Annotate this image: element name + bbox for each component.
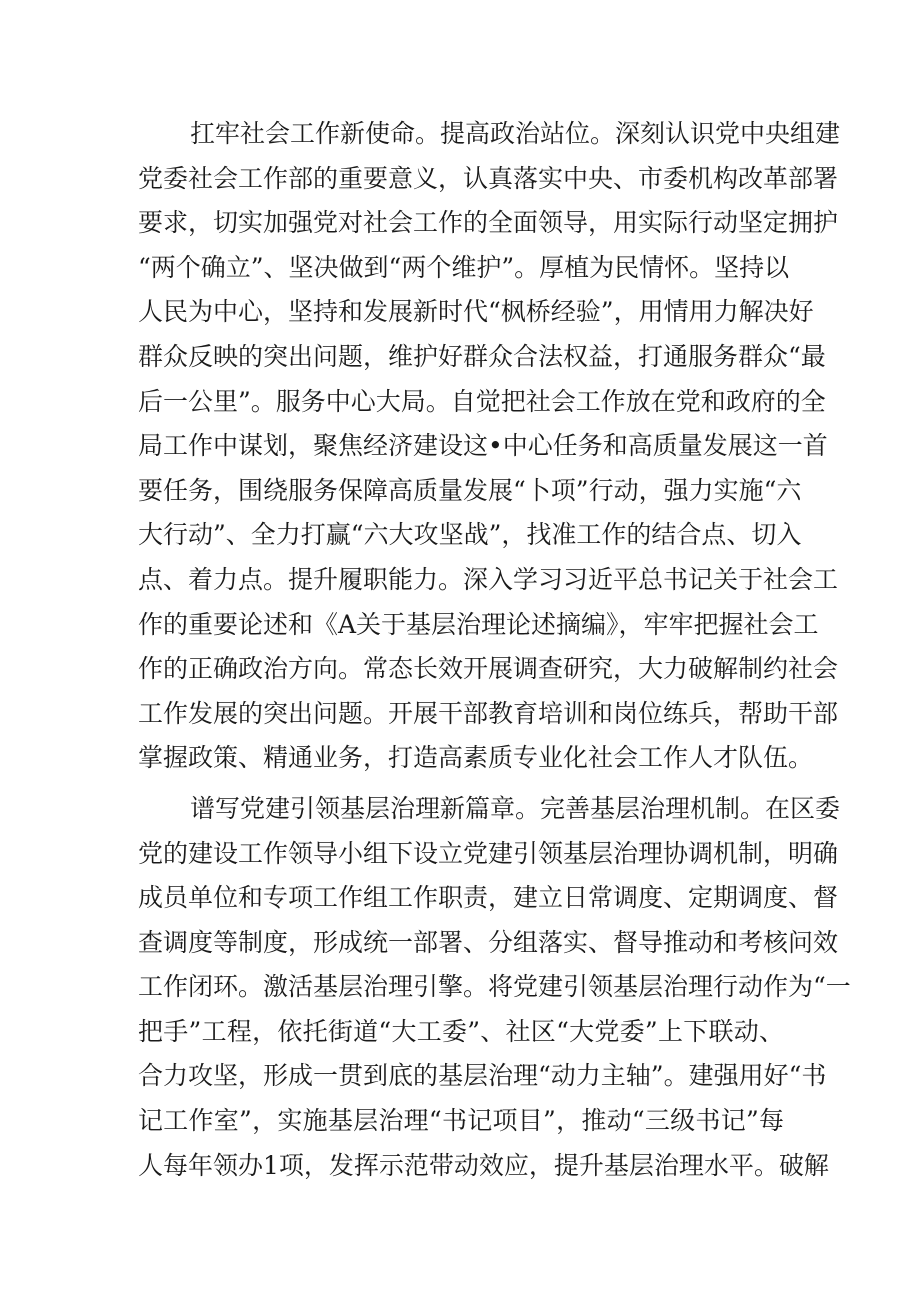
- paragraph-1-line: 后一公里”。服务中心大局。自觉把社会工作放在党和政府的全: [138, 386, 826, 416]
- paragraph-1-line: 作的重要论述和《A关于基层治理论述摘编》，牢牢把握社会工: [138, 609, 819, 639]
- paragraph-2-line: 党的建设工作领导小组下设立党建引领基层治理协调机制，明确: [138, 838, 839, 868]
- paragraph-2-line: 查调度等制度，形成统一部署、分组落实、督导推动和考核问效: [138, 927, 839, 957]
- paragraph-1-line: 掌握政策、精通业务，打造高素质专业化社会工作人才队伍。: [138, 743, 814, 773]
- paragraph-1-line: 大行动”、全力打赢“六大攻坚战”，找准工作的结合点、切入: [138, 520, 802, 550]
- paragraph-1-line: 点、着力点。提升履职能力。深入学习习近平总书记关于社会工: [138, 564, 839, 594]
- paragraph-1-line: 局工作中谋划，聚焦经济建设这•中心任务和高质量发展这一首: [138, 431, 828, 461]
- paragraph-1-line: 党委社会工作部的重要意义，认真落实中央、市委机构改革部署: [138, 163, 839, 193]
- paragraph-1-line: 工作发展的突出问题。开展干部教育培训和岗位练兵，帮助干部: [138, 698, 839, 728]
- paragraph-1-line: 扛牢社会工作新使命。提高政治站位。深刻认识党中央组建: [190, 119, 841, 148]
- paragraph-1-line: 群众反映的突出问题，维护好群众合法权益，打通服务群众“最: [138, 341, 826, 371]
- paragraph-1-line: “两个确立”、坚决做到“两个维护”。厚植为民情怀。坚持以: [138, 252, 790, 282]
- document-body: [138, 112, 851, 1188]
- paragraph-2-line: 合力攻坚，形成一贯到底的基层治理“动力主轴”。建强用好“书: [138, 1061, 827, 1091]
- paragraph-1: [138, 112, 841, 781]
- paragraph-2-line: 工作闭环。激活基层治理引擎。将党建引领基层治理行动作为“一: [138, 972, 851, 1002]
- paragraph-2-line: 成员单位和专项工作组工作职责，建立日常调度、定期调度、督: [138, 883, 839, 913]
- paragraph-2: [138, 787, 851, 1188]
- paragraph-2-line: 记工作室”，实施基层治理“书记项目”，推动“三级书记”每: [138, 1106, 784, 1136]
- paragraph-1-line: 要求，切实加强党对社会工作的全面领导，用实际行动坚定拥护: [138, 208, 839, 238]
- paragraph-1-line: 人民为中心，坚持和发展新时代“枫桥经验”，用情用力解决好: [138, 297, 814, 327]
- paragraph-2-line: 把手”工程，依托街道“大工委”、社区“大党委”上下联动、: [138, 1016, 784, 1046]
- paragraph-1-line: 要任务，围绕服务保障高质量发展“卜项”行动，强力实施“六: [138, 475, 802, 505]
- paragraph-1-line: 作的正确政治方向。常态长效开展调查研究，大力破解制约社会: [138, 654, 839, 684]
- paragraph-2-line: 谱写党建引领基层治理新篇章。完善基层治理机制。在区委: [190, 793, 841, 823]
- paragraph-2-line: 人每年领办1项，发挥示范带动效应，提升基层治理水平。破解: [138, 1150, 829, 1180]
